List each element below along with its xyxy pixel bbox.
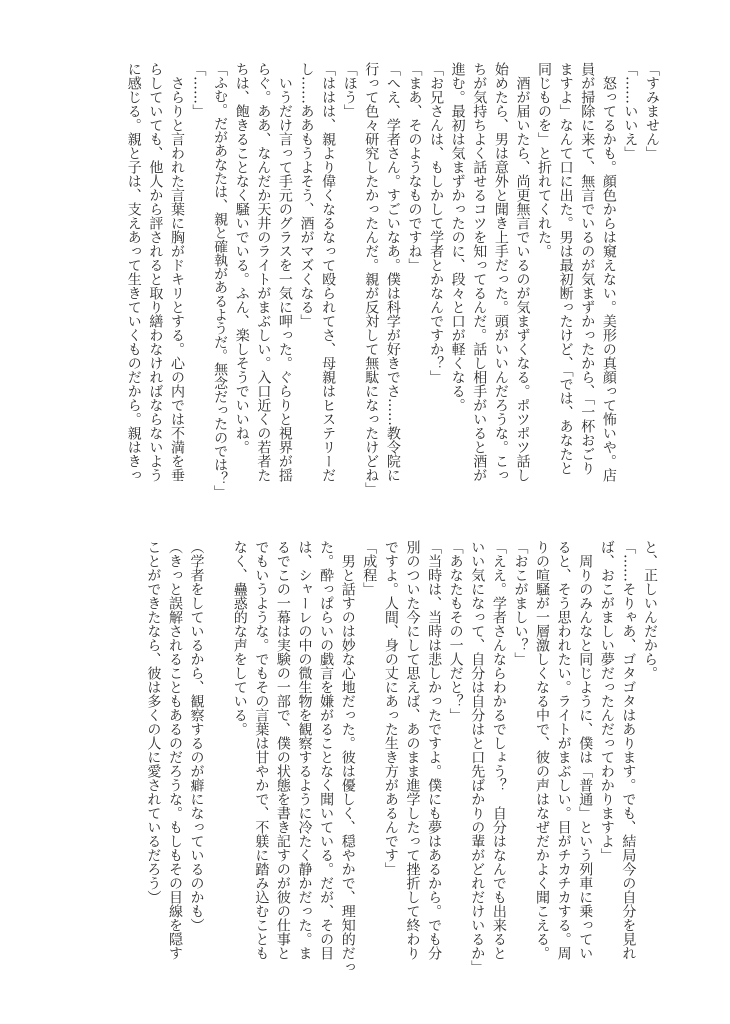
text-line: 同じものを」と折れてくれた。 (536, 62, 553, 258)
text-line: 「……いいえ」 (622, 62, 639, 160)
text-line: 「へえ、学者さん。すごいなあ。僕は科学が好きでさ……教令院に (384, 62, 401, 482)
text-line: 周りのみんなと同じように、僕は「普通」という列車に乗ってい (577, 540, 594, 960)
text-line: なく、蠱惑的な声をしている。 (231, 540, 248, 736)
text-line: 「まあ、そのようなものですね」 (406, 62, 423, 272)
text-line: 「ええ。学者さんならわかるでしょう？ 自分はなんでも出来ると (490, 540, 507, 960)
text-line: ば、おこがましい夢だったんだってわかりますよ」 (598, 540, 615, 862)
text-line: りの喧騒が一層激しくなる中で、彼の声はなぜだかよく聞こえる。 (534, 540, 551, 960)
text-line: 進む。最初は気まずかったのに、段々と口が軽くなる。 (449, 62, 466, 412)
text-line (207, 540, 229, 980)
text-line: し……ああもうよそう、酒がマズくなる」 (298, 62, 315, 328)
text-line: らぐ。ああ、なんだか天井のライトがまぶしい。入口近くの若者た (255, 62, 272, 482)
text-block-top (122, 62, 662, 502)
text-line: ちが気持ちよく話せるコツを知ってるんだ。話し相手がいると酒が (471, 62, 488, 482)
text-line: 「ほう」 (341, 62, 358, 118)
text-line: 酒が届いたら、尚更無言でいるのが気まずくなる。ポツポツ話し (514, 62, 531, 482)
text-line: 「ははは、親より偉くなるなって殴られてさ、母親はヒステリーだ (320, 62, 337, 482)
text-line: 「あなたもその一人だと？」 (447, 540, 464, 722)
text-line: た。酔っぱらいの戯言を嫌がることなく聞いている。だが、その目 (318, 540, 335, 960)
text-line: さらりと言われた言葉に胸がドキリとする。心の内では不満を垂 (168, 62, 185, 482)
text-line: 「成程」 (361, 540, 378, 596)
text-line: に感じる。親と子は、支えあって生きていくものだから。親はきっ (125, 62, 142, 482)
text-line: 「ふむ。だがあなたは、親と確執があるようだ。無念だったのでは？」 (212, 62, 229, 499)
text-line: 行って色々研究したかったんだ。親が反対して無駄になったけどね」 (363, 62, 380, 496)
text-line: 別のついた今にして思えば、あのまま進学したって挫折して終わり (404, 540, 421, 960)
text-line: ちは、飽きることなく騒いでいる。ふん、楽しそうでいいね。 (233, 62, 250, 454)
text-line: ことができたなら、彼は多くの人に愛されているだろう） (145, 540, 162, 904)
text-block-bottom (142, 540, 660, 980)
text-line: と、正しいんだから。 (642, 540, 658, 680)
text-line: 始めたら、男は意外と聞き上手だった。頭がいいんだろうな。こっ (492, 62, 509, 482)
text-line: ると、そう思われたい。ライトがまぶしい。目がチカチカする。周 (555, 540, 572, 960)
text-line: るでこの一幕は実験の一部で、僕の状態を書き記すのが彼の仕事と (274, 540, 291, 960)
text-line: 「すみません」 (644, 62, 660, 160)
text-line: いい気になって、自分は自分はと口先ばかりの輩がどれだけいるか」 (469, 540, 486, 974)
text-line: 男と話すのは妙な心地だった。彼は優しく、穏やかで、理知的だっ (339, 540, 356, 974)
text-line: ですよ。人間、身の丈にあった生き方があるんです」 (382, 540, 399, 876)
text-line: いうだけ言って手元のグラスを一気に呷った。ぐらりと視界が揺 (276, 62, 293, 482)
text-line: でもいうような。でもその言葉は甘やかで、不躾に踏み込むことも (253, 540, 270, 960)
text-line: 「……そりゃあ、ゴタゴタはあります。でも、結局今の自分を見れ (620, 540, 637, 960)
text-line: 員が掃除に来て、無言でいるのが気まずかったから、「一杯おごり (579, 62, 596, 475)
text-line: ますよ」なんて口に出た。男は最初断ったけど、「では、あなたと (557, 62, 574, 475)
text-line: 怒ってるかも。顔色からは窺えない。美形の真顔って怖いや。店 (600, 62, 617, 482)
text-line: 「……」 (190, 62, 207, 118)
text-line: （学者をしているから、観察するのが癖になっているのかも） (188, 540, 205, 932)
text-line: 「お兄さんは、もしかして学者とかなんですか？」 (428, 62, 445, 384)
text-line: は、シャーレの中の微生物を観察するように冷たく静かだった。ま (296, 540, 313, 960)
text-line: 「おこがましい？」 (512, 540, 529, 666)
text-line: らしていても、他人から評されると取り繕わなければならないよう (147, 62, 164, 482)
text-line: 「当時は、当時は悲しかったですよ。僕にも夢はあるから。でも分 (426, 540, 443, 960)
text-line: （きっと誤解されることもあるのだろうな。もしもその目線を隠す (166, 540, 183, 960)
